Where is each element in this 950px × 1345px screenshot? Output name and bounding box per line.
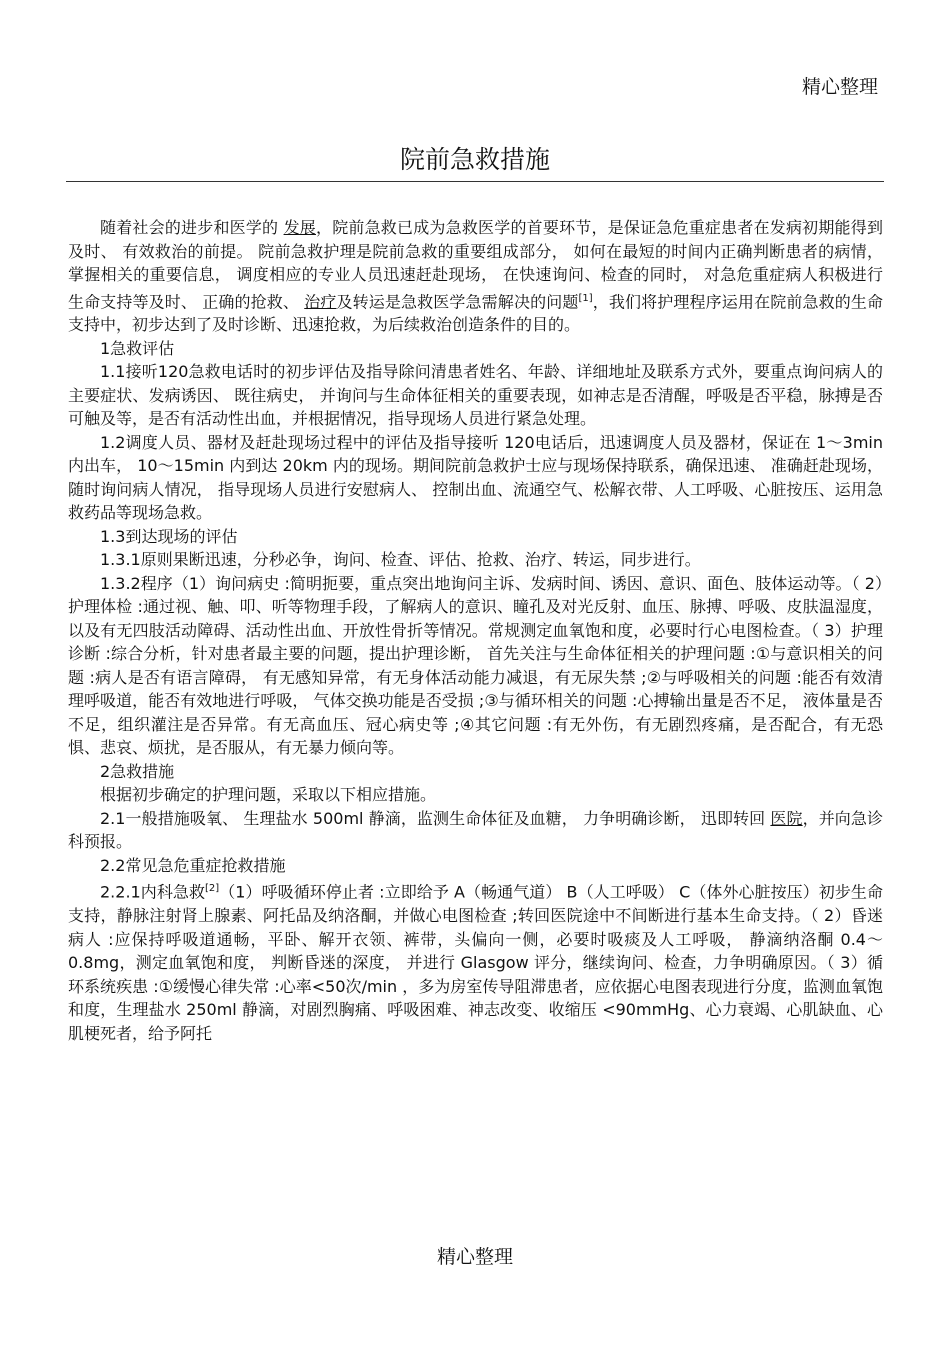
footer-note: 精心整理: [436, 1246, 513, 1268]
citation-ref-1: [1]: [578, 292, 593, 304]
citation-ref-2: [2]: [205, 883, 220, 895]
section-heading-1: 1急救评估: [100, 338, 175, 358]
paragraph-1-2: 1.2调度人员、器材及赶赴现场过程中的评估及指导接听 120电话后，迅速调度人员及器材，保证在 1～3min 内出车， 10～15min 内到达 20km 内的现场。期间院前急救护士应与现场保持联系，确保迅速、 准确赶赴现场， 随时询问病人情况， 指导现场人员进行安慰病人、 控制出血、流通空气、松解衣带、人工呼吸、心脏按压、运用急救药品等现场急救。: [68, 432, 883, 523]
section-heading-2: 2急救措施: [100, 761, 175, 781]
title-divider: [66, 181, 884, 182]
paragraph-2-1: 2.1一般措施吸氧、 生理盐水 500ml 静滴，监测生命体征及血糖， 力争明确诊断， 迅即转回 医院，并向急诊科预报。: [68, 808, 883, 852]
document-body: [68, 216, 883, 1045]
paragraph-1-3-2: 1.3.2程序（1）询问病史 :简明扼要，重点突出地询问主诉、发病时间、诱因、意识、面色、肢体运动等。（ 2）护理体检 :通过视、触、叩、听等物理手段，了解病人的意识、瞳孔及对光反射、血压、脉搏、呼吸、皮肤温湿度，以及有无四肢活动障碍、活动性出血、开放性骨折等情况。常规测定血氧饱和度，必要时行心电图检查。（ 3）护理诊断 :综合分析，针对患者最主要的问题，提出护理诊断， 首先关注与生命体征相关的护理问题 :①与意识相关的问题 :病人是否有语言障碍， 有无感知异常，有无身体活动能力减退，有无尿失禁 ;②与呼吸相关的问题 :能否有效清理呼吸道，能否有效地进行呼吸， 气体交换功能是否受损 ;③与循环相关的问题 :心搏输出量是否不足， 液体量是否不足，组织灌注是否异常。有无高血压、冠心病史等 ;④其它问题 :有无外伤，有无剧烈疼痛，是否配合，有无恐惧、悲哀、烦扰，是否服从，有无暴力倾向等。: [68, 573, 883, 758]
paragraph-1-3-1: 1.3.1原则果断迅速，分秒必争，询问、检查、评估、抢救、治疗、转运，同步进行。: [100, 550, 701, 570]
intro-paragraph: 随着社会的进步和医学的 发展，院前急救已成为急救医学的首要环节，是保证急危重症患者在发病初期能得到及时、 有效救治的前提。 院前急救护理是院前急救的重要组成部分， 如何在最短的时间内正确判断患者的病情， 掌握相关的重要信息， 调度相应的专业人员迅速赶赴现场， 在快速询问、检查的同时， 对急危重症病人积极进行生命支持等及时、 正确的抢救、 治疗及转运是急救医学急需解决的问题[1]，我们将护理程序运用在院前急救的生命支持中，初步达到了及时诊断、迅速抢救，为后续救治创造条件的目的。: [68, 218, 883, 335]
link-fazhan[interactable]: 发展: [283, 218, 316, 237]
section-heading-2-2: 2.2常见急危重症抢救措施: [100, 855, 286, 875]
header-note: 精心整理: [801, 76, 878, 98]
paragraph-2-intro: 根据初步确定的护理问题，采取以下相应措施。: [100, 785, 437, 805]
page-title: 院前急救措施: [399, 145, 550, 174]
paragraph-2-2-1: 2.2.1内科急救[2]（1）呼吸循环停止者 :立即给予 A（畅通气道） B（人工呼吸） C（体外心脏按压）初步生命支持，静脉注射肾上腺素、阿托品及纳洛酮，并做心电图检查 ;转回医院途中不间断进行基本生命支持。（ 2）昏迷病人 :应保持呼吸道通畅，平卧、解开衣领、裤带，头偏向一侧，必要时吸痰及人工呼吸， 静滴纳洛酮 0.4～0.8mg，测定血氧饱和度， 判断昏迷的深度， 并进行 Glasgow 评分，继续询问、检查，力争明确原因。（ 3）循环系统疾患 :①缓慢心律失常 :心率<50次/min ，多为房室传导阻滞患者，应依据心电图表现进行分度，监测血氧饱和度，生理盐水 250ml 静滴，对剧烈胸痛、呼吸困难、神志改变、收缩压 <90mmHg、心力衰竭、心肌缺血、心肌梗死者，给予阿托: [68, 882, 883, 1043]
link-zhiliao[interactable]: 治疗: [304, 291, 337, 311]
link-yiyuan[interactable]: 医院: [770, 808, 803, 828]
section-heading-1-3: 1.3到达现场的评估: [100, 526, 238, 546]
paragraph-1-1: 1.1接听120急救电话时的初步评估及指导除问清患者姓名、年龄、详细地址及联系方式外，要重点询问病人的主要症状、发病诱因、 既往病史， 并询问与生命体征相关的重要表现，如神志是否清醒，呼吸是否平稳，脉搏是否可触及等，是否有活动性出血，并根据情况，指导现场人员进行紧急处理。: [68, 362, 883, 429]
